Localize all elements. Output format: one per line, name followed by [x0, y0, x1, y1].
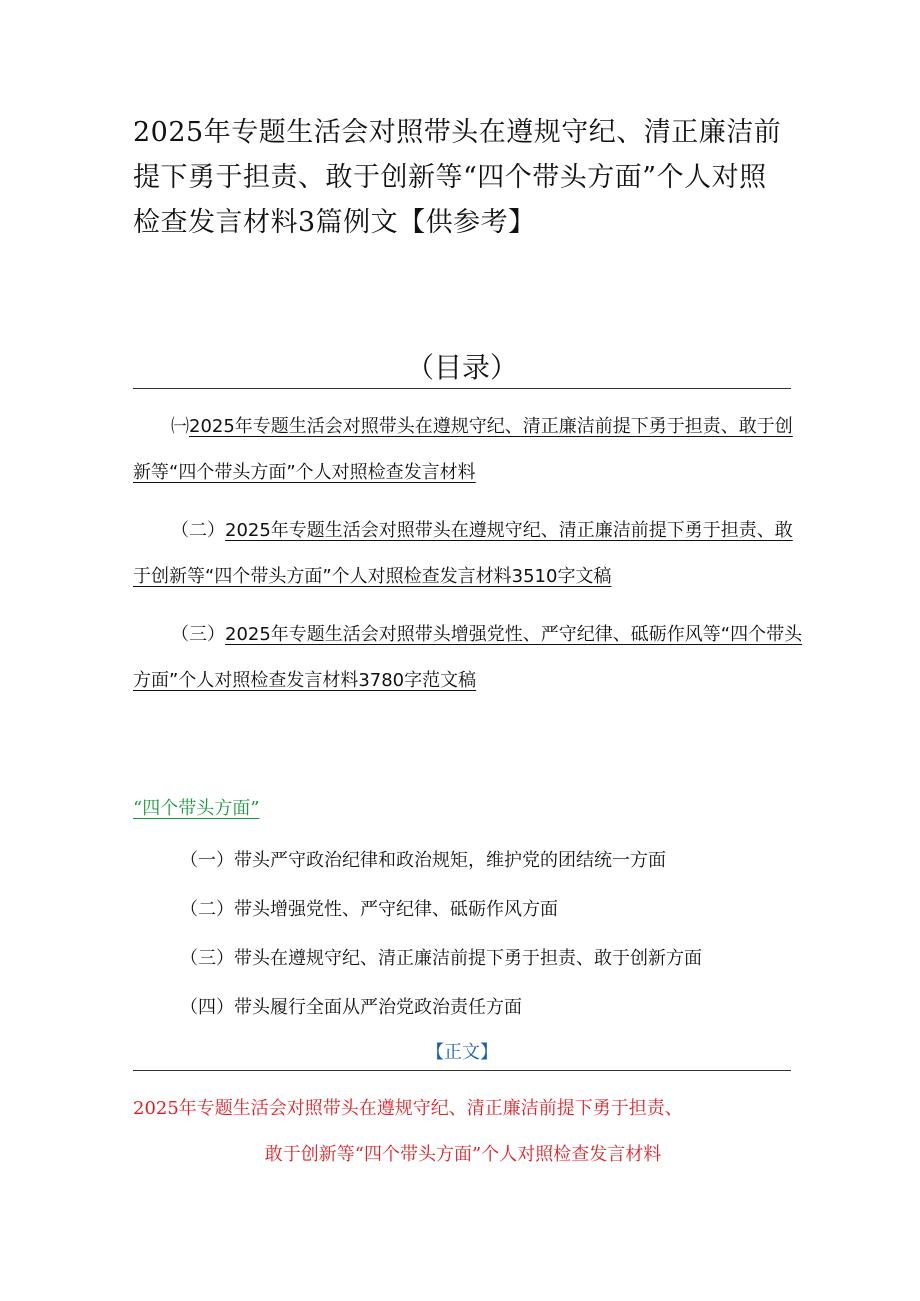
document-title: 2025年专题生活会对照带头在遵规守纪、清正廉洁前提下勇于担责、敢于创新等“四个带头方面”个人对照检查发言材料3篇例文【供参考】	[133, 117, 782, 238]
table-of-contents	[133, 404, 805, 716]
toc-item-1	[133, 404, 805, 496]
four-aspects-list	[180, 836, 702, 1032]
toc-link-3[interactable]: 2025年专题生活会对照带头增强党性、严守纪律、砥砺作风等“四个带头方面”个人对照检查发言材料3780字范文稿	[133, 624, 803, 691]
toc-item-number: ㈠	[171, 416, 189, 437]
aspect-item: （一）带头严守政治纪律和政治规矩，维护党的团结统一方面	[180, 850, 666, 871]
toc-link-1[interactable]: 2025年专题生活会对照带头在遵规守纪、清正廉洁前提下勇于担责、敢于创新等“四个带头方面”个人对照检查发言材料	[133, 416, 793, 483]
four-aspects-label: “四个带头方面”	[133, 798, 260, 819]
aspect-item: （三）带头在遵规守纪、清正廉洁前提下勇于担责、敢于创新方面	[180, 948, 702, 969]
first-article-title	[133, 1086, 793, 1178]
first-article-title-line1: 2025年专题生活会对照带头在遵规守纪、清正廉洁前提下勇于担责、	[133, 1098, 683, 1119]
body-heading: 【正文】	[426, 1042, 498, 1063]
toc-heading: （目录）	[405, 351, 518, 384]
toc-item-number: （二）	[171, 520, 225, 541]
aspect-item: （二）带头增强党性、严守纪律、砥砺作风方面	[180, 899, 558, 920]
toc-divider	[133, 388, 791, 389]
toc-item-2	[133, 508, 805, 600]
first-article-title-line2: 敢于创新等“四个带头方面”个人对照检查发言材料	[264, 1144, 662, 1165]
toc-item-3	[133, 612, 805, 704]
toc-item-number: （三）	[171, 624, 225, 645]
toc-link-2[interactable]: 2025年专题生活会对照带头在遵规守纪、清正廉洁前提下勇于担责、敢于创新等“四个带头方面”个人对照检查发言材料3510字文稿	[133, 520, 793, 587]
body-divider	[133, 1070, 791, 1071]
aspect-item: （四）带头履行全面从严治党政治责任方面	[180, 997, 522, 1018]
